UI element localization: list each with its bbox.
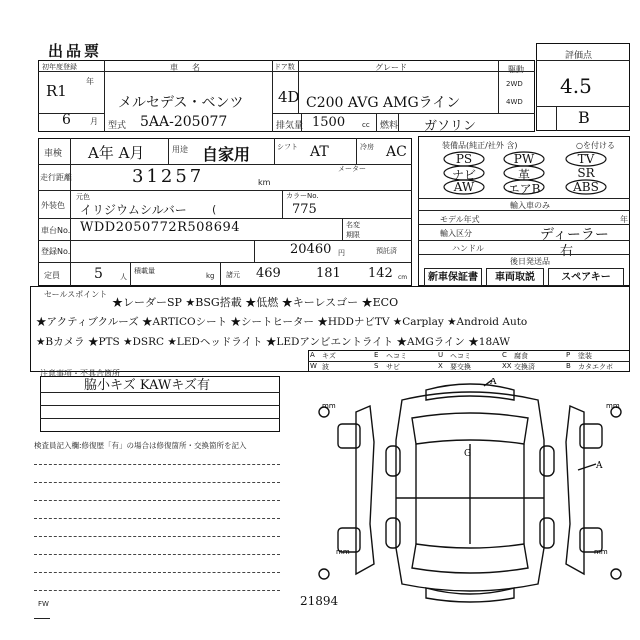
shift-label: シフト [277,143,298,151]
height-value: 142 [368,266,393,281]
orig-color-label: 元色 [76,193,90,201]
model-year-label: モデル年式 [440,215,480,224]
doors-value: 4D [278,88,300,106]
chassis-label: 車台No. [41,226,71,235]
month-unit: 月 [90,117,98,126]
mm-fr: mm [606,402,620,410]
mileage-value: 31257 [132,166,205,187]
ac-label: 冷房 [360,143,374,151]
drive-4wd: 4WD [506,98,523,106]
vehicle-manual: 車両取説 [486,268,544,286]
color-code-value: 775 [292,202,317,217]
length-value: 469 [256,266,281,281]
option-ps: PS [455,152,473,166]
car-left-side [356,406,374,574]
notes-text: 脇小キズ KAWキズ有 [84,378,211,393]
new-car-warranty: 新車保証書 [424,268,482,286]
reg-label: 登録No. [41,247,71,256]
option-sr: SR [577,166,595,180]
displacement-value: 1500 [312,115,346,130]
capacity-value: 5 [94,266,103,282]
legend-cell: A [310,351,315,359]
usage-label: 用途 [172,145,188,154]
year-unit: 年 [86,77,94,86]
displacement-unit: cc [362,121,370,129]
tyre-rr [611,569,621,579]
option-abs: ABS [573,180,599,194]
mark-a-side: A [596,461,603,471]
seating-label: 名変期限 [346,221,360,239]
doors-label: ドア数 [274,63,295,71]
option-leather: 革 [517,168,530,182]
model-value: 5AA-205077 [140,114,228,130]
inspection-label: 車検 [44,149,63,159]
drive-label: 駆動 [508,65,524,74]
grade-value: C200 AVG AMGライン [306,95,461,111]
option-airbag: エアB [507,182,541,196]
equipment-circle-label: ○を付ける [576,141,615,150]
equipment-heading: 装備品(純正/社外 含) [442,141,518,150]
name-value: メルセデス・ベンツ [118,95,244,111]
import-class-value: ディーラー [540,227,609,243]
month-value: 6 [62,112,71,128]
legend-cell: U [438,351,444,359]
sales-heading: セールスポイント [44,290,108,299]
handle-value: 右 [560,244,574,259]
fuel-label: 燃料 [380,121,399,131]
chassis-value: WDD2050772R508694 [80,220,241,235]
interior-score: B [578,108,590,127]
legend-cell: キズ [322,352,336,360]
inspection-value: A年 A月 [88,144,145,162]
inspector-heading: 検査員記入欄:修復歴「有」の場合は修復箇所・交換箇所を記入 [34,441,247,450]
legend-cell: カタエクボ [578,363,613,371]
legend-cell: 波 [322,363,329,371]
handle-label: ハンドル [452,244,484,253]
color-label: 外装色 [41,201,65,210]
model-label: 型式 [108,121,127,131]
score-value: 4.5 [560,74,592,98]
grade-label: グレード [375,63,407,72]
displacement-label: 排気量 [276,121,304,131]
spare-key: スペアキー [548,268,624,286]
score-label: 評価点 [565,51,593,61]
model-year-unit: 年 [620,215,628,224]
capacity-unit: 人 [120,273,127,281]
legend-cell: P [566,351,571,359]
option-aw: AW [453,180,475,194]
meter-label: メーター [338,165,366,173]
ac-value: AC [386,144,407,160]
mm-rl: mm [336,548,350,556]
car-right-side [566,406,584,574]
notes-heading: 注意事項・不具合箇所 [40,369,120,378]
load-label: 積載量 [134,267,155,275]
dims-unit: cm [398,274,408,281]
legend-cell: 塗装 [578,352,592,360]
legend-cell: X [438,362,443,370]
sales-line-3: ★Bカメラ ★PTS ★DSRC ★LEDヘッドライト ★LEDアンビエントライト ★AMGライン ★18AW [36,336,511,348]
legend-cell: S [374,362,379,370]
shift-value: AT [310,144,329,160]
color-value: イリジウムシルバー [80,203,187,217]
color-paren: ( [212,203,217,216]
legend-cell: W [310,362,317,370]
mm-rr: mm [594,548,608,556]
recycle-value: 20460 [290,242,332,257]
sales-line-2: ★アクティブクルーズ ★ARTICOシート ★シートヒーター ★HDDナビTV ★Carplay ★Android Auto [36,316,528,328]
post-docs-label: 後日発送品 [510,257,550,266]
name-label: 車名 [170,63,214,72]
legend-cell: XX [502,362,512,370]
recycle-unit: 円 [338,249,345,257]
legend-cell: サビ [386,363,400,371]
width-value: 181 [316,266,341,281]
legend-cell: C [502,351,507,359]
dims-label: 諸元 [226,271,240,279]
recycle-status: 預託済 [376,247,397,255]
car-diagram [316,378,630,614]
legend-cell: 腐食 [514,352,528,360]
color-code-label: カラーNo. [286,192,319,200]
legend-cell: E [374,351,379,359]
mileage-unit: km [258,178,271,187]
import-class-label: 輸入区分 [440,229,472,238]
load-unit: kg [206,272,215,280]
year-era: R1 [46,82,67,100]
option-navi: ナビ [451,168,476,182]
sheet-title: 出品票 [48,42,103,60]
mm-fl: mm [322,402,336,410]
capacity-label: 定員 [44,271,60,280]
option-circles [440,148,620,198]
legend-cell: ヘコミ [450,352,471,360]
tyre-rl [319,569,329,579]
option-tv: TV [577,152,595,166]
option-pw: PW [513,152,535,166]
legend-cell: 交換済 [514,363,535,371]
mark-a-top: A [490,378,497,387]
legend-cell: 要交換 [450,363,471,371]
mileage-label: 走行距離 [40,173,72,182]
import-heading: 輸入車のみ [510,201,550,210]
fuel-value: ガソリン [424,119,477,134]
fw-label: FW [38,600,49,608]
bottom-number: 21894 [300,594,339,608]
sales-line-1: ★レーダーSP ★BSG搭載 ★低燃 ★キーレスゴー ★ECO [112,296,399,309]
legend-cell: B [566,362,571,370]
mark-g: G [464,449,472,459]
usage-value: 自家用 [202,145,251,164]
year-label: 初年度登録 [42,63,77,71]
legend-cell: ヘコミ [386,352,407,360]
drive-2wd: 2WD [506,80,523,88]
